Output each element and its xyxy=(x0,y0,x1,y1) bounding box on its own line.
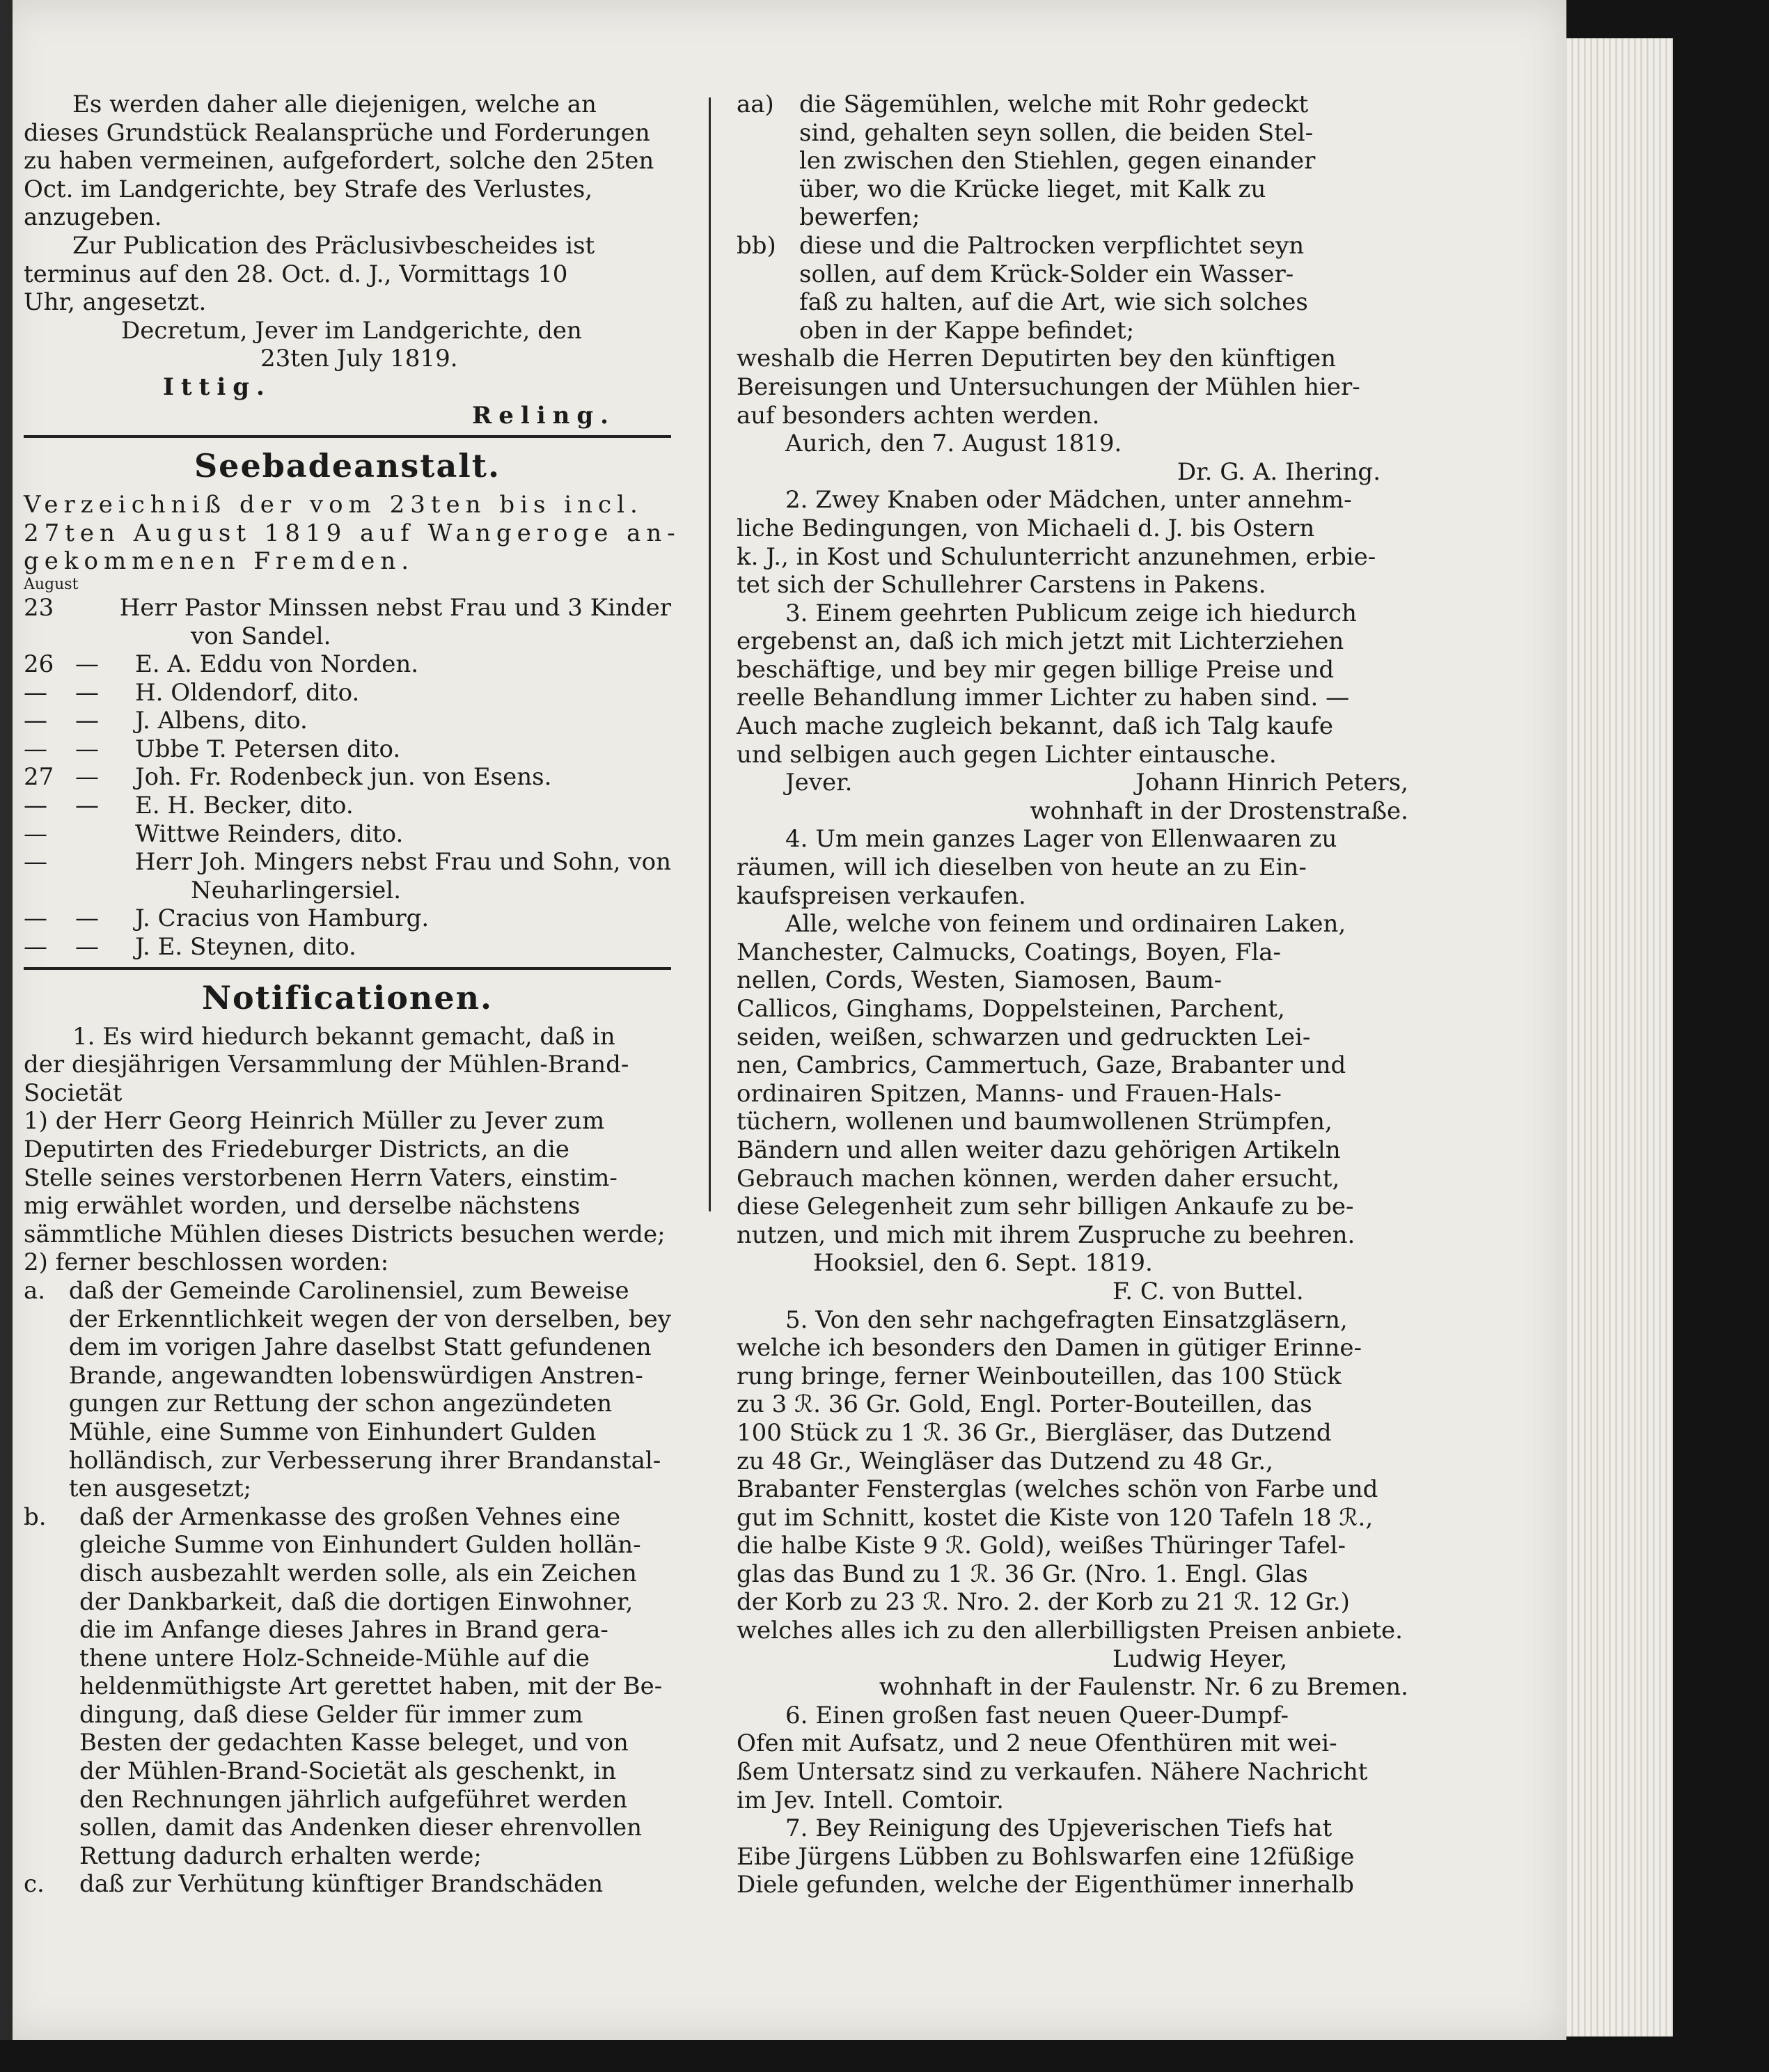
guest-day xyxy=(24,622,75,651)
text-line: gut im Schnitt, kostet die Kiste von 120 Tafeln 18 ℛ., xyxy=(737,1503,1374,1532)
right-column xyxy=(737,91,1408,1899)
sub-point-b xyxy=(24,1503,671,1871)
sub-point-text xyxy=(79,1503,671,1871)
text-line: auf besonders achten werden. xyxy=(737,401,1100,430)
text-line: thene untere Holz-Schneide-Mühle auf die xyxy=(79,1644,590,1672)
notice-3 xyxy=(737,599,1408,826)
list-item xyxy=(24,877,671,905)
sub-point-text xyxy=(69,1277,671,1503)
text-line: k. J., in Kost und Schulunterricht anzunehmen, erbie- xyxy=(737,542,1376,571)
text-line: Brande, angewandten lobenswürdigen Anstren- xyxy=(68,1361,643,1390)
guest-text: J. Cracius von Hamburg. xyxy=(135,904,430,933)
text-line: Alle, welche von feinem und ordinairen Laken, xyxy=(785,910,1346,939)
guest-text: Herr Joh. Mingers nebst Frau und Sohn, von xyxy=(134,848,671,877)
guest-list xyxy=(24,594,671,962)
list-item xyxy=(24,594,671,622)
guest-day: 26 xyxy=(24,650,54,679)
sub-point-text xyxy=(79,1870,671,1899)
text-line: Rettung dadurch erhalten werde; xyxy=(79,1842,482,1870)
weshalb-paragraph xyxy=(737,345,1408,430)
text-line: Societät xyxy=(24,1078,123,1107)
aurich-date-line: Aurich, den 7. August 1819. xyxy=(785,430,1122,458)
text-line: Stelle seines verstorbenen Herrn Vaters, einstim- xyxy=(24,1163,618,1192)
text-line: nen, Cambrics, Cammertuch, Gaze, Brabanter und xyxy=(737,1051,1346,1080)
section-rule xyxy=(24,435,671,438)
notice-1-point-1 xyxy=(24,1107,671,1248)
text-line: die im Anfange dieses Jahres in Brand gera- xyxy=(79,1616,608,1645)
text-line: anzugeben. xyxy=(24,203,162,232)
notice-3-address: wohnhaft in der Drostenstraße. xyxy=(1030,796,1408,825)
text-line: Decretum, Jever im Landgerichte, den xyxy=(121,316,582,345)
text-line: dem im vorigen Jahre daselbst Statt gefundenen xyxy=(68,1333,652,1362)
notice-6 xyxy=(737,1702,1408,1814)
text-line: heldenmüthigste Art gerettet haben, mit der Be- xyxy=(79,1672,663,1701)
guest-mark: — xyxy=(75,904,99,933)
text-line: 4. Um mein ganzes Lager von Ellenwaaren zu xyxy=(785,825,1337,854)
guest-day: — xyxy=(24,819,47,848)
text-line: daß zur Verhütung künftiger Brandschäden xyxy=(79,1870,604,1899)
text-line: sollen, auf dem Krück-Solder ein Wasser- xyxy=(799,260,1294,288)
decree-paragraph xyxy=(24,317,671,373)
text-line: 23ten July 1819. xyxy=(260,345,458,373)
guest-text: H. Oldendorf, dito. xyxy=(135,678,360,707)
notice-5-address: wohnhaft in der Faulenstr. Nr. 6 zu Bremen. xyxy=(879,1673,1408,1702)
list-item xyxy=(24,792,671,820)
sub-point-text xyxy=(799,91,1408,232)
text-line: Bereisungen und Untersuchungen der Mühlen hier- xyxy=(737,372,1360,401)
guest-day: — xyxy=(24,735,47,763)
text-line: Zur Publication des Präclusivbescheides ist xyxy=(72,231,595,260)
list-item xyxy=(24,848,671,877)
guest-mark: — xyxy=(75,735,99,763)
sub-point-c xyxy=(24,1870,671,1899)
text-line: glas das Bund zu 1 ℛ. 36 Gr. (Nro. 1. Engl. Glas xyxy=(737,1560,1308,1588)
guest-day: — xyxy=(24,848,47,877)
notice-4-place-date: Hooksiel, den 6. Sept. 1819. xyxy=(813,1249,1153,1278)
text-line: dingung, daß diese Gelder für immer zum xyxy=(79,1700,583,1729)
notice-1 xyxy=(24,1023,671,1108)
text-line: mig erwählet worden, und derselbe nächstens xyxy=(24,1192,581,1221)
text-line: kaufspreisen verkaufen. xyxy=(737,881,1026,910)
list-item xyxy=(24,707,671,735)
text-line: terminus auf den 28. Oct. d. J., Vormittags 10 xyxy=(24,260,568,288)
sub-point-text xyxy=(799,232,1408,345)
text-line: räumen, will ich dieselben von heute an zu Ein- xyxy=(737,854,1307,882)
text-line: Mühle, eine Summe von Einhundert Gulden xyxy=(68,1418,597,1446)
text-line: zu 3 ℛ. 36 Gr. Gold, Engl. Porter-Bouteillen, das xyxy=(737,1390,1312,1419)
guest-day xyxy=(24,877,75,905)
text-line: die Sägemühlen, welche mit Rohr gedeckt xyxy=(799,91,1309,118)
sub-point-marker: b. xyxy=(24,1502,47,1531)
guest-mark: — xyxy=(75,763,99,792)
list-item xyxy=(24,904,671,933)
text-line: tet sich der Schullehrer Carstens in Pakens. xyxy=(737,571,1266,599)
notice-4-signature: F. C. von Buttel. xyxy=(1112,1277,1304,1305)
list-item xyxy=(24,763,671,792)
text-line: die halbe Kiste 9 ℛ. Gold), weißes Thüringer Tafel- xyxy=(737,1532,1346,1560)
notice-1-point-2: 2) ferner beschlossen worden: xyxy=(24,1248,389,1277)
text-line: sämmtliche Mühlen dieses Districts besuchen werde; xyxy=(24,1220,666,1248)
text-line: zu haben vermeinen, aufgefordert, solche den 25ten xyxy=(24,147,654,175)
text-line: liche Bedingungen, von Michaeli d. J. bis Ostern xyxy=(737,514,1315,542)
text-line: welche ich besonders den Damen in gütiger Erinne- xyxy=(737,1334,1362,1363)
list-item xyxy=(24,679,671,707)
text-line: reelle Behandlung immer Lichter zu haben sind. — xyxy=(737,684,1350,712)
text-line: Besten der gedachten Kasse beleget, und von xyxy=(79,1729,629,1757)
guest-mark: — xyxy=(75,792,99,820)
text-line: disch ausbezahlt werden solle, als ein Zeichen xyxy=(79,1559,637,1587)
guest-text: Wittwe Reinders, dito. xyxy=(135,819,404,848)
guest-mark xyxy=(68,594,120,622)
guest-mark xyxy=(75,848,135,877)
text-line: der diesjährigen Versammlung der Mühlen-Brand- xyxy=(24,1051,629,1079)
text-line: rung bringe, ferner Weinbouteillen, das 100 Stück xyxy=(737,1362,1342,1390)
text-line: seiden, weißen, schwarzen und gedruckten Lei- xyxy=(737,1023,1311,1051)
guest-list-title xyxy=(24,491,681,576)
text-line: ten ausgesetzt; xyxy=(68,1475,252,1503)
guest-mark xyxy=(75,877,135,905)
aurich-signature: Dr. G. A. Ihering. xyxy=(1177,457,1381,486)
notice-3-name: Johann Hinrich Peters, xyxy=(1135,769,1408,797)
text-line: nutzen, und mich mit ihrem Zuspruche zu beehren. xyxy=(737,1221,1355,1249)
text-line: tüchern, wollenen und baumwollenen Strümpfen, xyxy=(737,1108,1332,1136)
text-line: ordinairen Spitzen, Manns- und Frauen-Hals- xyxy=(737,1079,1282,1108)
text-line: Manchester, Calmucks, Coatings, Boyen, Fla- xyxy=(737,938,1281,966)
text-line: über, wo die Krücke lieget, mit Kalk zu xyxy=(799,175,1266,203)
text-line: 27ten August 1819 auf Wangeroge an- xyxy=(24,519,681,547)
guest-mark: — xyxy=(75,707,99,735)
guest-text: E. A. Eddu von Norden. xyxy=(135,650,419,679)
text-line: den Rechnungen jährlich aufgeführet werden xyxy=(79,1785,628,1814)
sub-point-marker: aa) xyxy=(737,91,774,118)
text-line: dieses Grundstück Realansprüche und Forderungen xyxy=(24,118,650,147)
section-title-seebadeanstalt: Seebadeanstalt. xyxy=(194,447,501,485)
text-line: 6. Einen großen fast neuen Queer-Dumpf- xyxy=(785,1701,1289,1729)
guest-mark: — xyxy=(75,678,99,707)
text-line: ßem Untersatz sind zu verkaufen. Nähere Nachricht xyxy=(737,1758,1368,1787)
guest-text: E. H. Becker, dito. xyxy=(135,792,354,820)
guest-text: Ubbe T. Petersen dito. xyxy=(135,735,401,763)
guest-day: 23 xyxy=(24,593,54,622)
text-line: nellen, Cords, Westen, Siamosen, Baum- xyxy=(737,966,1222,995)
section-rule xyxy=(24,967,671,970)
text-line: sollen, damit das Andenken dieser ehrenvollen xyxy=(79,1814,642,1842)
text-line: ergebenst an, daß ich mich jetzt mit Lichterziehen xyxy=(737,627,1344,656)
text-line: Ofen mit Aufsatz, und 2 neue Ofenthüren mit wei- xyxy=(737,1729,1337,1758)
text-line: der Dankbarkeit, daß die dortigen Einwohner, xyxy=(79,1587,634,1616)
sub-point-bb xyxy=(737,232,1408,345)
publication-paragraph xyxy=(24,232,671,317)
text-line: weshalb die Herren Deputirten bey den künftigen xyxy=(737,345,1337,373)
column-divider xyxy=(709,97,711,1211)
text-line: gleiche Summe von Einhundert Gulden hollän- xyxy=(79,1531,641,1560)
list-item xyxy=(24,933,671,962)
guest-mark xyxy=(75,820,135,849)
text-line: daß der Gemeinde Carolinensiel, zum Beweise xyxy=(68,1276,629,1305)
text-line: Uhr, angesetzt. xyxy=(24,288,207,317)
guest-day: — xyxy=(24,707,47,735)
text-line: len zwischen den Stiehlen, gegen einander xyxy=(799,147,1316,175)
text-line: Eibe Jürgens Lübben zu Bohlswarfen eine 12füßige xyxy=(737,1842,1355,1871)
guest-text: J. E. Steynen, dito. xyxy=(135,933,356,962)
notice-5 xyxy=(737,1306,1408,1702)
guest-text: J. Albens, dito. xyxy=(135,707,308,735)
list-item xyxy=(24,622,671,651)
text-line: daß der Armenkasse des großen Vehnes eine xyxy=(79,1502,621,1531)
text-line: gekommenen Fremden. xyxy=(24,547,415,576)
guest-day: — xyxy=(24,904,47,933)
list-item xyxy=(24,735,671,764)
notice-7 xyxy=(737,1814,1408,1899)
text-line: Es werden daher alle diejenigen, welche an xyxy=(72,91,597,118)
text-line: Bändern und allen weiter dazu gehörigen Artikeln xyxy=(737,1136,1341,1164)
month-label: August xyxy=(24,575,79,593)
text-line: 3. Einem geehrten Publicum zeige ich hiedurch xyxy=(785,599,1357,627)
guest-mark: — xyxy=(75,933,99,962)
text-line: Oct. im Landgerichte, bey Strafe des Verlustes, xyxy=(24,175,593,203)
text-line: Brabanter Fensterglas (welches schön von Farbe und xyxy=(737,1475,1378,1504)
list-item xyxy=(24,820,671,849)
text-line: der Korb zu 23 ℛ. Nro. 2. der Korb zu 21 ℛ. 12 Gr.) xyxy=(737,1588,1350,1617)
guest-text: von Sandel. xyxy=(191,622,331,650)
text-line: Diele gefunden, welche der Eigenthümer innerhalb xyxy=(737,1871,1354,1899)
guest-text: Neuharlingersiel. xyxy=(191,876,402,904)
sub-point-marker: a. xyxy=(24,1276,46,1305)
guest-mark: — xyxy=(75,650,99,679)
guest-day: — xyxy=(24,678,47,707)
text-line: zu 48 Gr., Weingläser das Dutzend zu 48 Gr., xyxy=(737,1447,1273,1475)
text-line: 1) der Herr Georg Heinrich Müller zu Jever zum xyxy=(24,1107,605,1136)
text-line: Gebrauch machen können, werden daher ersucht, xyxy=(737,1164,1340,1193)
text-line: 2. Zwey Knaben oder Mädchen, unter annehm- xyxy=(785,486,1352,515)
text-line: Verzeichniß der vom 23ten bis incl. xyxy=(24,491,643,519)
text-line: Deputirten des Friedeburger Districts, an die xyxy=(24,1136,569,1163)
list-item xyxy=(24,650,671,679)
guest-day: 27 xyxy=(24,763,54,792)
text-line: oben in der Kappe befindet; xyxy=(799,316,1135,345)
text-line: Auch mache zugleich bekannt, daß ich Talg kaufe xyxy=(737,712,1334,741)
text-line: und selbigen auch gegen Lichter eintausche. xyxy=(737,740,1277,769)
notice-3-place: Jever. xyxy=(785,769,853,797)
text-line: gungen zur Rettung der schon angezündeten xyxy=(68,1390,613,1418)
text-line: beschäftige, und bey mir gegen billige Preise und xyxy=(737,655,1335,684)
left-column xyxy=(24,91,681,1899)
sub-point-marker: bb) xyxy=(737,231,776,260)
signature-reling: Reling. xyxy=(471,401,615,430)
notice-2 xyxy=(737,486,1408,599)
text-line: bewerfen; xyxy=(799,203,920,232)
book-page-edges xyxy=(1552,38,1673,2036)
notice-4 xyxy=(737,825,1408,1305)
text-line: Callicos, Ginghams, Doppelsteinen, Parchent, xyxy=(737,995,1285,1023)
sub-point-aa xyxy=(737,91,1408,232)
notice-3-signature-line xyxy=(737,769,1408,797)
binding-shadow xyxy=(0,0,13,2040)
guest-day: — xyxy=(24,792,47,820)
text-line: im Jev. Intell. Comtoir. xyxy=(737,1786,1004,1814)
text-line: der Mühlen-Brand-Societät als geschenkt, in xyxy=(79,1757,617,1786)
guest-text: Joh. Fr. Rodenbeck jun. von Esens. xyxy=(135,763,552,792)
text-line: 100 Stück zu 1 ℛ. 36 Gr., Biergläser, das Dutzend xyxy=(737,1418,1332,1447)
text-line: 7. Bey Reinigung des Upjeverischen Tiefs hat xyxy=(785,1814,1332,1843)
guest-day: — xyxy=(24,933,47,962)
guest-mark xyxy=(75,622,135,651)
text-line: welches alles ich zu den allerbilligsten Preisen anbiete. xyxy=(737,1617,1403,1645)
sub-point-marker: c. xyxy=(24,1870,45,1899)
text-line: diese Gelegenheit zum sehr billigen Ankaufe zu be- xyxy=(737,1193,1354,1221)
notice-5-name: Ludwig Heyer, xyxy=(1112,1645,1288,1673)
sub-point-a xyxy=(24,1277,671,1503)
text-line: diese und die Paltrocken verpflichtet seyn xyxy=(799,231,1305,260)
intro-paragraph xyxy=(24,91,671,232)
signature-ittig: Ittig. xyxy=(163,372,272,401)
text-line: sind, gehalten seyn sollen, die beiden Stel- xyxy=(799,118,1314,147)
text-line: 5. Von den sehr nachgefragten Einsatzgläsern, xyxy=(785,1305,1348,1334)
text-line: 1. Es wird hiedurch bekannt gemacht, daß in xyxy=(72,1022,615,1051)
text-line: faß zu halten, auf die Art, wie sich solches xyxy=(799,288,1308,317)
text-line: holländisch, zur Verbesserung ihrer Brandanstal- xyxy=(68,1446,661,1475)
guest-text: Herr Pastor Minssen nebst Frau und 3 Kinder xyxy=(119,593,671,622)
section-title-notificationen: Notificationen. xyxy=(201,978,494,1017)
text-line: der Erkenntlichkeit wegen der von derselben, bey xyxy=(68,1305,671,1333)
